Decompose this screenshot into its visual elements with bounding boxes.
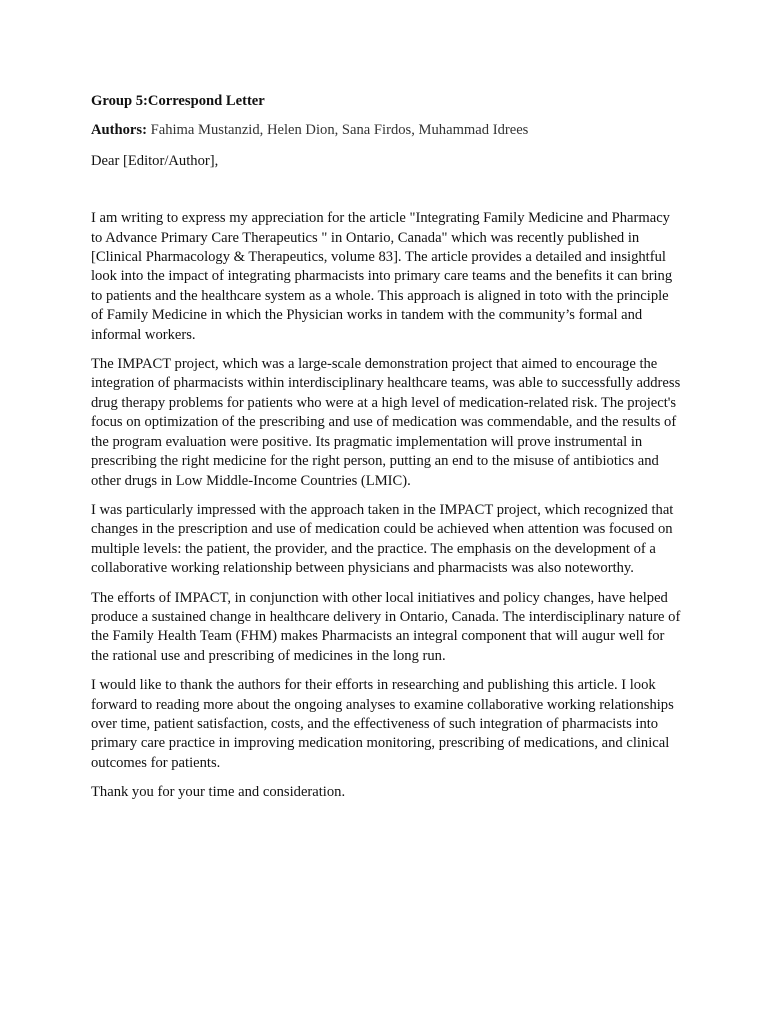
authors-label: Authors:: [91, 122, 147, 139]
letter-body: [91, 92, 681, 813]
authors-names: Fahima Mustanzid, Helen Dion, Sana Firdos, Muhammad Idrees: [150, 122, 529, 139]
paragraph-thanks: I would like to thank the authors for their efforts in researching and publishing this article. I look forward to reading more about the ongoing analyses to examine collaborative working relationships over time, patient satisfaction, costs, and the effectiveness of such integration of pharmacists into primary care practice in improving medication monitoring, prescribing of medications, and clinical outcomes for patients.: [91, 677, 674, 771]
letter-title: Group 5:Correspond Letter: [91, 93, 265, 109]
salutation: Dear [Editor/Author],: [91, 152, 219, 169]
authors-line: [91, 121, 681, 140]
paragraph-efforts: The efforts of IMPACT, in conjunction with other local initiatives and policy changes, have helped produce a sustained change in healthcare delivery in Ontario, Canada. The interdisciplinary nature of the Family Health Team (FHM) makes Pharmacists an integral component that will augur well for the rational use and prescribing of medicines in the long run.: [91, 589, 681, 664]
paragraph-closing: Thank you for your time and consideration.: [91, 784, 346, 801]
paragraph-approach: I was particularly impressed with the approach taken in the IMPACT project, which recognized that changes in the prescription and use of medication could be achieved when attention was focused on multiple levels: the patient, the provider, and the practice. The emphasis on the development of a collaborative working relationship between physicians and pharmacists was also noteworthy.: [91, 501, 674, 577]
paragraph-appreciation: I am writing to express my appreciation for the article "Integrating Family Medicine and Pharmacy to Advance Primary Care Therapeutics " in Ontario, Canada" which was recently published in [Clinical Pharmacology & Therapeutics, volume 83]. The article provides a detailed and insightful look into the impact of integrating pharmacists into primary care teams and the benefits it can bring to patients and the healthcare system as a whole. This approach is aligned in toto with the principle of Family Medicine in which the Physician works in tandem with the community’s formal and informal workers.: [91, 210, 673, 343]
paragraph-impact-project: The IMPACT project, which was a large-scale demonstration project that aimed to encourage the integration of pharmacists within interdisciplinary healthcare teams, was able to successfully address drug therapy problems for patients who were at a high level of medication-related risk. The project's focus on optimization of the prescribing and use of medication was commendable, and the results of the program evaluation were positive. Its pragmatic implementation will prove instrumental in prescribing the right medicine for the right person, putting an end to the misuse of antibiotics and other drugs in Low Middle-Income Countries (LMIC).: [91, 356, 681, 489]
